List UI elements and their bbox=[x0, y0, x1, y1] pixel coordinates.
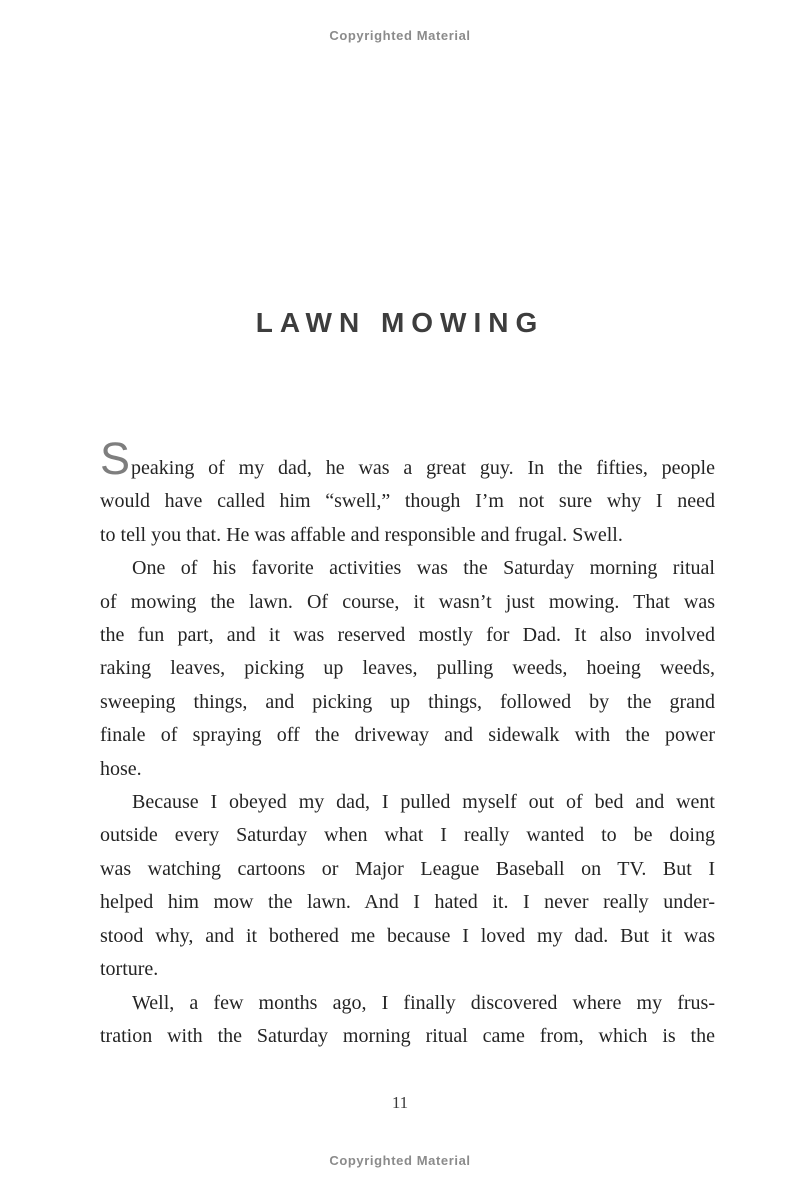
text-line: the fun part, and it was reserved mostly for Dad. It also involved bbox=[100, 624, 715, 647]
copyright-notice-bottom: Copyrighted Material bbox=[329, 1153, 471, 1168]
chapter-title: LAWN MOWING bbox=[255, 306, 545, 338]
paragraph bbox=[100, 987, 715, 1054]
text-line: torture. bbox=[100, 958, 159, 981]
copyright-notice-top: Copyrighted Material bbox=[329, 28, 471, 43]
text-line: Well, a few months ago, I finally discovered where my frus- bbox=[132, 991, 715, 1014]
page-number: 11 bbox=[391, 1093, 409, 1112]
text-line: finale of spraying off the driveway and sidewalk with the power bbox=[100, 724, 715, 747]
text-line: outside every Saturday when what I really wanted to be doing bbox=[100, 824, 715, 847]
text-line: to tell you that. He was affable and responsible and frugal. Swell. bbox=[100, 523, 623, 546]
text-line: raking leaves, picking up leaves, pulling weeds, hoeing weeds, bbox=[100, 657, 715, 680]
text-line: One of his favorite activities was the Saturday morning ritual bbox=[132, 557, 715, 580]
text-line: of mowing the lawn. Of course, it wasn’t just mowing. That was bbox=[100, 590, 715, 613]
text-line: tration with the Saturday morning ritual came from, which is the bbox=[100, 1024, 715, 1047]
text-line-content: peaking of my dad, he was a great guy. In the fifties, people bbox=[131, 457, 715, 479]
paragraph bbox=[100, 433, 715, 552]
text-line: hose. bbox=[100, 757, 142, 780]
paragraph bbox=[100, 552, 715, 786]
text-line: stood why, and it bothered me because I loved my dad. But it was bbox=[100, 924, 715, 947]
body-text bbox=[100, 433, 715, 1053]
text-line bbox=[100, 433, 715, 485]
paragraph bbox=[100, 786, 715, 986]
text-line: was watching cartoons or Major League Baseball on TV. But I bbox=[100, 857, 715, 880]
drop-cap-letter: S bbox=[100, 433, 132, 484]
text-line: Because I obeyed my dad, I pulled myself out of bed and went bbox=[132, 791, 715, 814]
text-line: would have called him “swell,” though I’m not sure why I need bbox=[100, 490, 715, 513]
text-line: helped him mow the lawn. And I hated it. I never really under- bbox=[100, 891, 715, 914]
text-line: sweeping things, and picking up things, followed by the grand bbox=[100, 690, 715, 713]
